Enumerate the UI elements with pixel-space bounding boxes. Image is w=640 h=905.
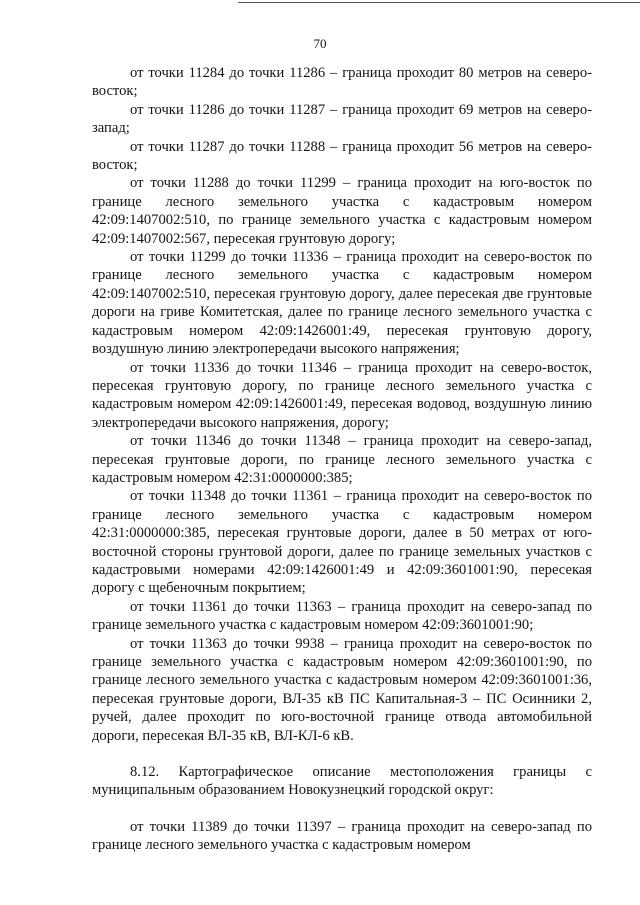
header-rule bbox=[238, 2, 640, 3]
paragraph-boundary-11299-11336: от точки 11299 до точки 11336 – граница проходит на северо-восток по границе лесного земельного участка с кадастровым номером 42:09:1407002:510, пересекая грунтовую дорогу, далее пересекая две грунтовые дороги на гриве Комитетская, далее по границе лесного земельного участка с кадастровым номером 42:09:1426001:49, пересекая грунтовую дорогу, воздушную линию электропередачи высокого напряжения; bbox=[92, 249, 592, 358]
paragraph-boundary-11389-11397: от точки 11389 до точки 11397 – граница проходит на северо-запад по границе лесного земельного участка с кадастровым номером bbox=[92, 818, 592, 854]
paragraph-boundary-11286-11287: от точки 11286 до точки 11287 – граница проходит 69 метров на северо-запад; bbox=[92, 101, 592, 137]
document-body bbox=[92, 64, 592, 855]
paragraph-boundary-11287-11288: от точки 11287 до точки 11288 – граница проходит 56 метров на северо-восток; bbox=[92, 138, 592, 174]
paragraph-boundary-11348-11361: от точки 11348 до точки 11361 – граница проходит на северо-восток по границе лесного земельного участка с кадастровым номером 42:31:0000000:385, пересекая грунтовые дороги, далее в 50 метрах от юго-восточной стороны грунтовой дороги, далее по границе земельных участков с кадастровыми номерами 42:09:1426001:49 и 42:09:3601001:90, пересекая дорогу с щебеночным покрытием; bbox=[92, 488, 592, 597]
section-heading-8-12: 8.12. Картографическое описание местоположения границы с муниципальным образованием Новокузнецкий городской округ: bbox=[92, 764, 592, 799]
paragraph-boundary-11336-11346: от точки 11336 до точки 11346 – граница проходит на северо-восток, пересекая грунтовую дорогу, по границе лесного земельного участка с кадастровым номером 42:09:1426001:49, пересекая водовод, воздушную линию электропередачи высокого напряжения, дорогу; bbox=[92, 359, 592, 431]
paragraph-boundary-11346-11348: от точки 11346 до точки 11348 – граница проходит на северо-запад, пересекая грунтовые дороги, по границе лесного земельного участка с кадастровым номером 42:31:0000000:385; bbox=[92, 433, 592, 486]
paragraph-boundary-11363-9938: от точки 11363 до точки 9938 – граница проходит на северо-восток по границе земельного участка с кадастровым номером 42:09:3601001:90, по границе лесного земельного участка с кадастровым номером 42:09:3601001:36, пересекая грунтовые дороги, ВЛ-35 кВ ПС Капитальная-3 – ПС Осинники 2, ручей, далее проходит по юго-восточной границе отвода автомобильной дороги, пересекая ВЛ-35 кВ, ВЛ-КЛ-6 кВ. bbox=[92, 635, 592, 744]
paragraph-boundary-11361-11363: от точки 11361 до точки 11363 – граница проходит на северо-запад по границе земельного участка с кадастровым номером 42:09:3601001:90; bbox=[92, 598, 592, 634]
paragraph-boundary-11288-11299: от точки 11288 до точки 11299 – граница проходит на юго-восток по границе лесного земельного участка с кадастровым номером 42:09:1407002:510, по границе земельного участка с кадастровым номером 42:09:1407002:567, пересекая грунтовую дорогу; bbox=[92, 175, 592, 247]
page-number: 70 bbox=[313, 36, 327, 51]
paragraph-boundary-11284-11286: от точки 11284 до точки 11286 – граница проходит 80 метров на северо-восток; bbox=[92, 65, 592, 100]
